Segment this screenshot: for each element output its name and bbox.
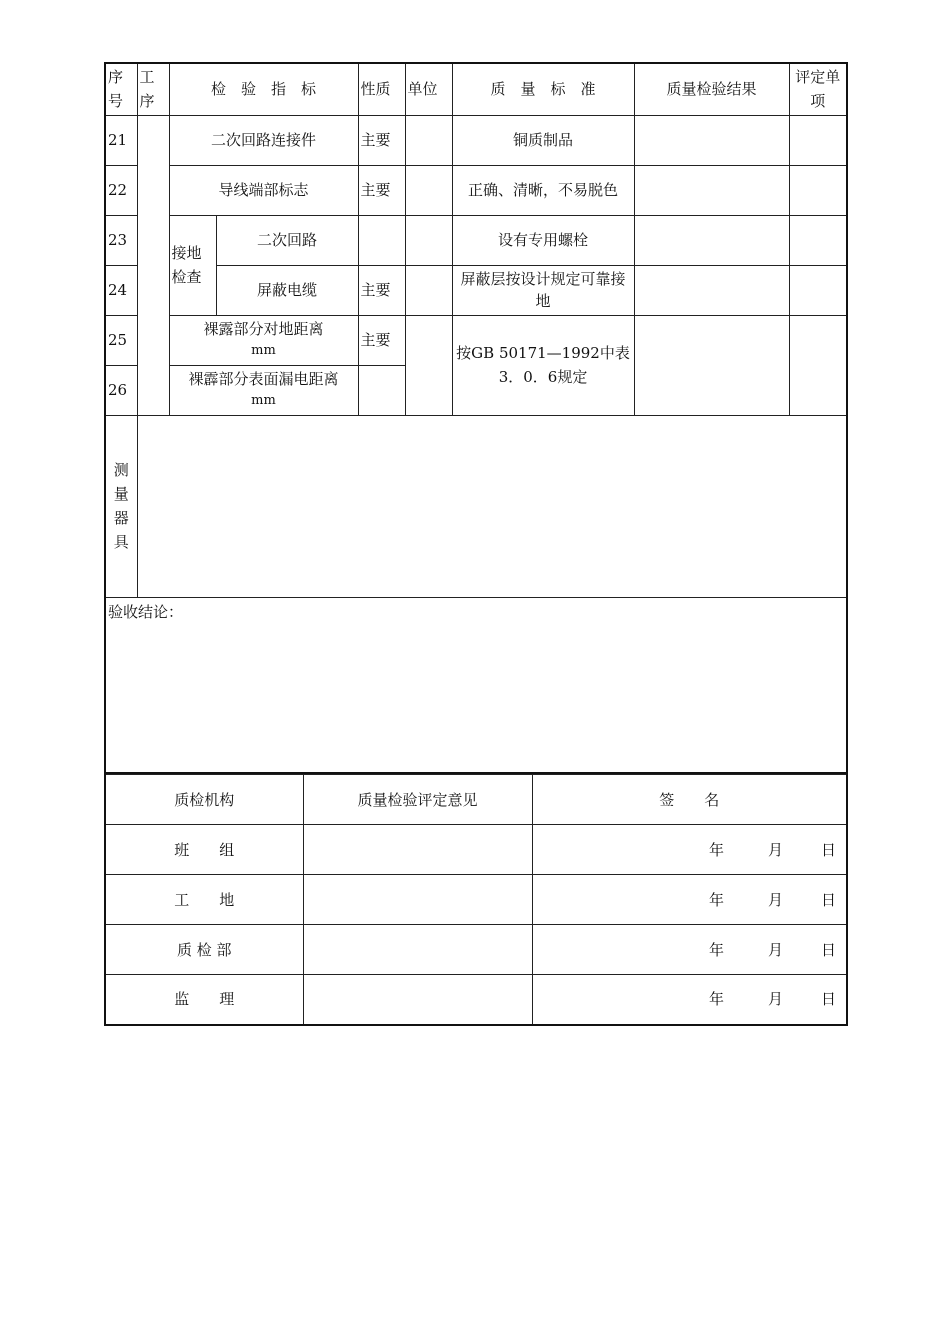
inspection-table xyxy=(104,62,848,774)
row-result[interactable] xyxy=(634,215,789,265)
header-rating: 评定单项 xyxy=(789,63,847,115)
row-unit xyxy=(405,265,452,315)
date-day: 日 xyxy=(820,990,836,1009)
header-org: 质检机构 xyxy=(105,775,303,825)
org-name: 班 组 xyxy=(105,825,303,875)
row-rating[interactable] xyxy=(789,165,847,215)
date-year: 年 xyxy=(708,890,724,909)
row-rating[interactable] xyxy=(789,265,847,315)
row-result[interactable] xyxy=(634,315,789,415)
grounding-group-label: 接地检查 xyxy=(169,215,216,315)
table-row xyxy=(105,315,847,365)
date-day: 日 xyxy=(820,890,836,909)
opinion-cell[interactable] xyxy=(303,825,532,875)
proc-cell xyxy=(137,115,169,415)
header-result: 质量检验结果 xyxy=(634,63,789,115)
row-nature: 主要 xyxy=(358,265,405,315)
conclusion-cell[interactable] xyxy=(105,597,847,773)
signature-cell[interactable] xyxy=(532,975,847,1025)
date-day: 日 xyxy=(820,940,836,959)
row-result[interactable] xyxy=(634,265,789,315)
row-standard: 铜质制品 xyxy=(452,115,634,165)
org-name: 工 地 xyxy=(105,875,303,925)
row-indicator xyxy=(169,365,358,415)
instruments-label-cell xyxy=(105,415,137,597)
org-name: 监 理 xyxy=(105,975,303,1025)
unit-text: mm xyxy=(251,343,276,358)
row-no: 24 xyxy=(105,265,137,315)
conclusion-label: 验收结论： xyxy=(108,602,184,621)
header-opinion: 质量检验评定意见 xyxy=(303,775,532,825)
date-month: 月 xyxy=(767,990,783,1009)
signature-cell[interactable] xyxy=(532,875,847,925)
unit-text: mm xyxy=(251,393,276,408)
date-month: 月 xyxy=(767,840,783,859)
date-year: 年 xyxy=(708,940,724,959)
row-nature: 主要 xyxy=(358,315,405,365)
header-nature: 性质 xyxy=(358,63,405,115)
instruments-content[interactable] xyxy=(137,415,847,597)
row-nature xyxy=(358,215,405,265)
header-standard: 质 量 标 准 xyxy=(452,63,634,115)
table-row xyxy=(105,115,847,165)
date-month: 月 xyxy=(767,890,783,909)
row-no: 26 xyxy=(105,365,137,415)
row-indicator: 导线端部标志 xyxy=(169,165,358,215)
date-day: 日 xyxy=(820,840,836,859)
row-rating[interactable] xyxy=(789,215,847,265)
org-name: 质 检 部 xyxy=(105,925,303,975)
row-result[interactable] xyxy=(634,115,789,165)
sign-row xyxy=(105,975,847,1025)
sign-row xyxy=(105,925,847,975)
row-standard: 屏蔽层按设计规定可靠接地 xyxy=(452,265,634,315)
header-row xyxy=(105,63,847,115)
sign-table xyxy=(104,774,848,1026)
sign-row xyxy=(105,875,847,925)
row-indicator: 二次回路连接件 xyxy=(169,115,358,165)
signature-cell[interactable] xyxy=(532,825,847,875)
conclusion-row xyxy=(105,597,847,773)
date-year: 年 xyxy=(708,840,724,859)
row-result[interactable] xyxy=(634,165,789,215)
row-no: 21 xyxy=(105,115,137,165)
header-unit: 单位 xyxy=(405,63,452,115)
date-year: 年 xyxy=(708,990,724,1009)
row-nature: 主要 xyxy=(358,115,405,165)
row-rating[interactable] xyxy=(789,315,847,415)
row-no: 25 xyxy=(105,315,137,365)
row-indicator xyxy=(169,315,358,365)
instruments-row xyxy=(105,415,847,597)
row-standard: 正确、清晰，不易脱色 xyxy=(452,165,634,215)
row-unit xyxy=(405,165,452,215)
header-signature: 签 名 xyxy=(532,775,847,825)
row-no: 22 xyxy=(105,165,137,215)
row-indicator: 二次回路 xyxy=(216,215,358,265)
row-unit xyxy=(405,115,452,165)
table-row xyxy=(105,215,847,265)
signature-cell[interactable] xyxy=(532,925,847,975)
merged-standard: 按GB 50171—1992中表3．0．6规定 xyxy=(452,315,634,415)
row-rating[interactable] xyxy=(789,115,847,165)
indicator-text: 裸霹部分表面漏电距离 xyxy=(188,370,339,388)
instruments-label: 测量器具 xyxy=(113,461,129,551)
row-no: 23 xyxy=(105,215,137,265)
opinion-cell[interactable] xyxy=(303,875,532,925)
table-row xyxy=(105,265,847,315)
opinion-cell[interactable] xyxy=(303,975,532,1025)
row-standard: 设有专用螺栓 xyxy=(452,215,634,265)
row-unit xyxy=(405,215,452,265)
row-indicator: 屏蔽电缆 xyxy=(216,265,358,315)
header-proc: 工序 xyxy=(137,63,169,115)
row-unit xyxy=(405,315,452,415)
header-seq: 序号 xyxy=(105,63,137,115)
table-row xyxy=(105,165,847,215)
row-nature xyxy=(358,365,405,415)
sign-header-row xyxy=(105,775,847,825)
header-indicator: 检 验 指 标 xyxy=(169,63,358,115)
opinion-cell[interactable] xyxy=(303,925,532,975)
date-month: 月 xyxy=(767,940,783,959)
row-nature: 主要 xyxy=(358,165,405,215)
sign-row xyxy=(105,825,847,875)
indicator-text: 裸露部分对地距离 xyxy=(203,320,324,338)
